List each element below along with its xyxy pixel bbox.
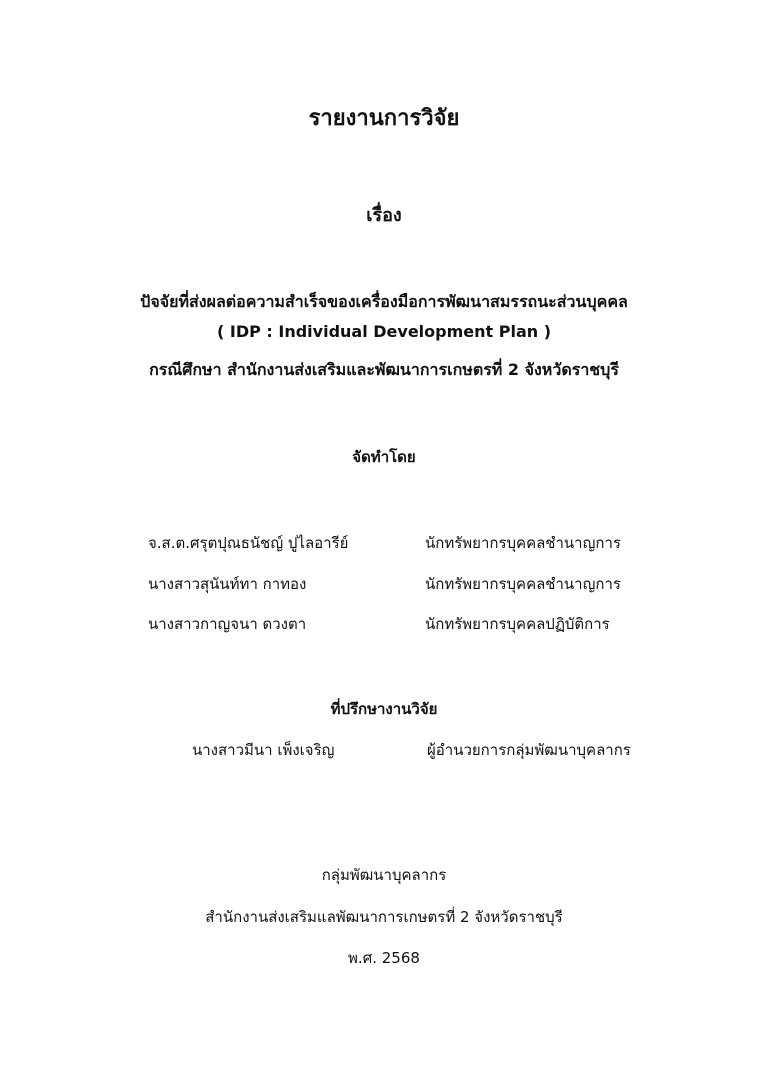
- title-line-3: กรณีศึกษา สำนักงานส่งเสริมและพัฒนาการเกษตรที่ 2 จังหวัดราชบุรี: [149, 360, 619, 379]
- footer-office: สำนักงานส่งเสริมแลพัฒนาการเกษตรที่ 2 จังหวัดราชบุรี: [205, 908, 563, 926]
- author-position-2: นักทรัพยากรบุคคลชำนาญการ: [425, 575, 621, 593]
- author-name-2: นางสาวสุนันท์ทา กาทอง: [148, 575, 307, 593]
- author-position-1: นักทรัพยากรบุคคลชำนาญการ: [425, 534, 621, 552]
- author-name-1: จ.ส.ต.ศรุตปุณธนัชญ์ ปูไลอารีย์: [148, 534, 349, 552]
- prepared-by-label: จัดทำโดย: [352, 448, 416, 466]
- subject-label: เรื่อง: [366, 205, 402, 226]
- title-line-2: ( IDP : Individual Development Plan ): [216, 322, 552, 341]
- advisor-label: ที่ปรึกษางานวิจัย: [330, 700, 438, 718]
- footer-department: กลุ่มพัฒนาบุคลากร: [321, 866, 447, 884]
- advisor-position: ผู้อำนวยการกลุ่มพัฒนาบุคลากร: [427, 741, 631, 759]
- advisor-name: นางสาวมีนา เพ็งเจริญ: [192, 741, 335, 759]
- author-position-3: นักทรัพยากรบุคคลปฏิบัติการ: [425, 615, 610, 633]
- title-line-1: ปัจจัยที่ส่งผลต่อความสำเร็จของเครื่องมือการพัฒนาสมรรถนะส่วนบุคคล: [140, 292, 628, 311]
- footer-year: พ.ศ. 2568: [348, 949, 420, 967]
- author-name-3: นางสาวกาญจนา ดวงตา: [148, 615, 307, 633]
- report-heading: รายงานการวิจัย: [308, 106, 460, 131]
